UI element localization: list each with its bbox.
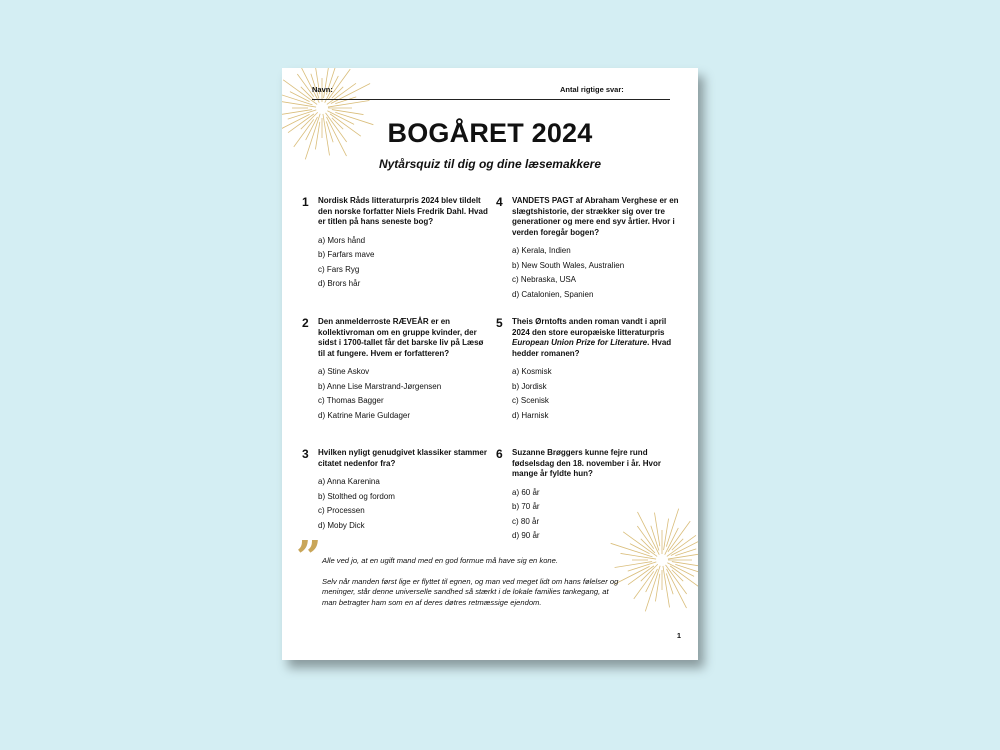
answer-option: c) Processen (318, 506, 365, 515)
question-text: Suzanne Brøggers kunne fejre rund fødselsdag den 18. november i år. Hvor mange år fyldte hun? (512, 448, 661, 478)
answer-option: a) Mors hånd (318, 235, 366, 245)
answer-option: c) Thomas Bagger (318, 396, 384, 405)
answer-option: b) Anne Lise Marstrand-Jørgensen (318, 381, 442, 391)
quote-paragraph-2: Selv når manden først lige er flyttet til egnen, og man ved meget lidt om hans følelser og meninger, står denne universelle sandhed så stærkt i de lokale families tankegang, at man betragter ham som en af deres døtres retmæssige ejendom. (322, 576, 619, 607)
question-number: 6 (496, 447, 503, 461)
question-number: 3 (302, 447, 309, 461)
name-label: Navn: (312, 85, 333, 94)
answer-option: d) Harnisk (512, 410, 549, 420)
question-text: Nordisk Råds litteraturpris 2024 blev tildelt den norske forfatter Niels Fredrik Dahl. Hvad er titlen på hans seneste bog? (318, 196, 488, 226)
question-3 (302, 447, 488, 533)
answer-option: b) New South Wales, Australien (512, 260, 625, 270)
prize-name: European Union Prize for Literature (512, 338, 648, 347)
quote-block (322, 556, 622, 618)
question-1 (302, 195, 488, 292)
question-4 (496, 195, 682, 302)
question-6 (496, 447, 682, 544)
question-text: Theis Ørntofts anden roman vandt i april 2024 den store europæiske litteraturpris European Union Prize for Literature. Hvad hedder romanen? (512, 317, 672, 358)
answer-option: b) Jordisk (512, 381, 547, 391)
answer-option: a) Stine Askov (318, 367, 370, 376)
question-number: 1 (302, 195, 309, 209)
page-subtitle: Nytårsquiz til dig og dine læsemakkere (378, 157, 602, 171)
answer-option: c) 80 år (512, 516, 540, 526)
question-number: 2 (302, 316, 309, 330)
answer-option: a) Anna Karenina (318, 477, 380, 486)
header-rule (312, 99, 670, 100)
question-number: 4 (496, 195, 503, 209)
question-text: VANDETS PAGT af Abraham Verghese er en slægtshistorie, der strækker sig over tre generationer og mere end syv årtier. Hvor i verden foregår bogen? (512, 196, 679, 237)
page-number: 1 (676, 631, 681, 640)
answer-option: b) 70 år (512, 502, 540, 511)
answer-option: c) Fars Ryg (318, 264, 360, 274)
question-text: Hvilken nyligt genudgivet klassiker stammer citatet nedenfor fra? (318, 448, 487, 468)
answer-option: a) Kerala, Indien (512, 246, 571, 255)
answer-option: c) Nebraska, USA (512, 275, 577, 284)
question-text: Den anmelderroste RÆVEÅR er en kollektivroman om en gruppe kvinder, der sidst i 1700-tallet får det barske liv på Læsø til at fungere. Hvem er forfatteren? (318, 317, 484, 358)
answer-option: a) Kosmisk (512, 367, 552, 376)
quotation-mark-icon: ” (296, 532, 322, 583)
answer-option: d) Brors hår (318, 279, 361, 288)
answer-option: d) Katrine Marie Guldager (318, 410, 411, 420)
answer-option: b) Farfars mave (318, 250, 375, 259)
answer-option: d) Moby Dick (318, 520, 365, 530)
quote-paragraph-1: Alle ved jo, at en ugift mand med en god formue må have sig en kone. (322, 556, 558, 565)
answer-option: b) Stolthed og fordom (318, 491, 395, 501)
answer-option: d) Catalonien, Spanien (512, 289, 594, 299)
answer-option: a) 60 år (512, 487, 540, 497)
answer-option: d) 90 år (512, 531, 540, 540)
question-2 (302, 316, 488, 423)
score-label: Antal rigtige svar: (560, 85, 624, 94)
quiz-page (282, 68, 698, 660)
page-title: BOGÅRET 2024 (387, 118, 593, 148)
question-5 (496, 316, 682, 423)
question-number: 5 (496, 316, 503, 330)
answer-option: c) Scenisk (512, 396, 549, 405)
